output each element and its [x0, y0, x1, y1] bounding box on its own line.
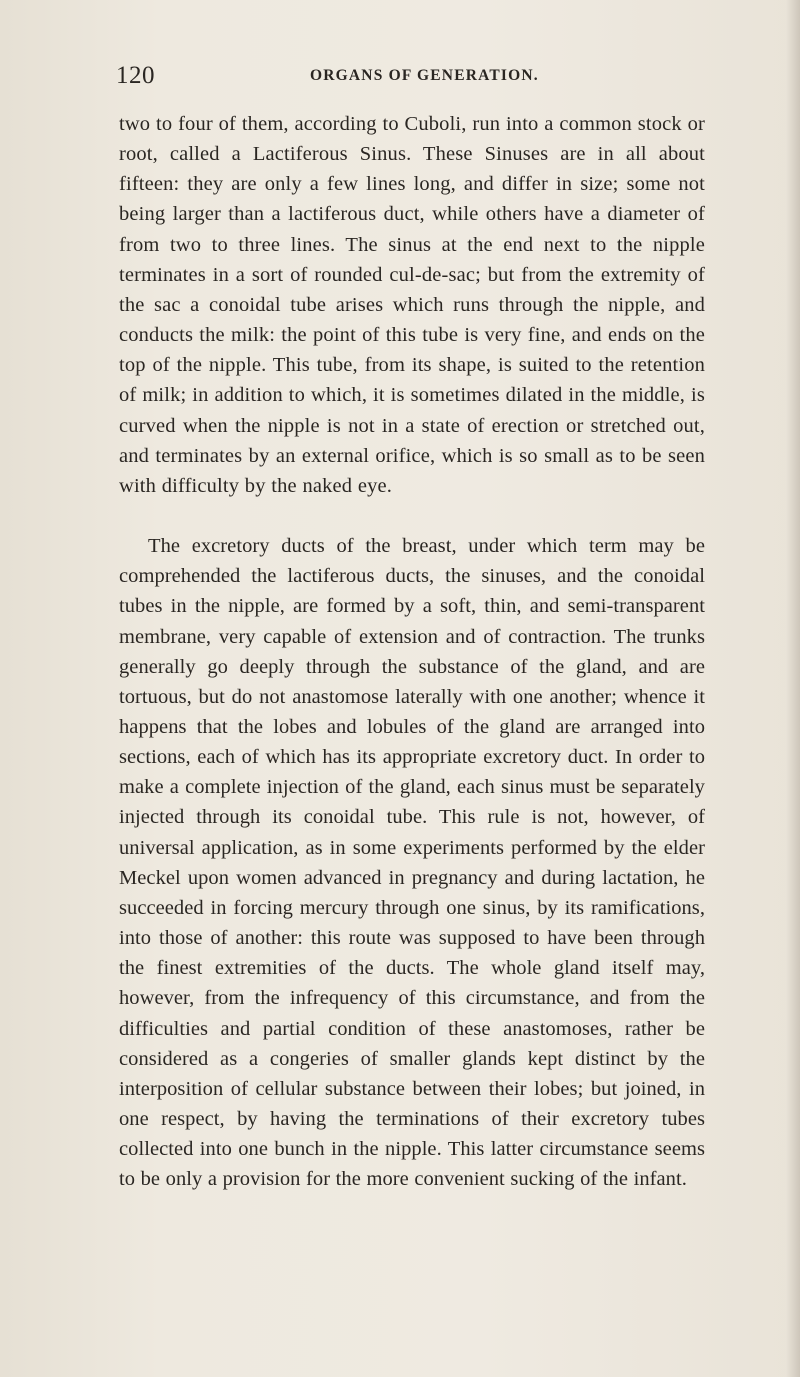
page-number: 120 — [116, 62, 155, 89]
page-edge-shadow — [786, 0, 800, 1377]
running-title: ORGANS OF GENERATION. — [310, 67, 539, 84]
body-text — [119, 109, 705, 1194]
page-header — [116, 62, 716, 92]
paragraph-2: The excretory ducts of the breast, under which term may be comprehended the lactiferous ducts, the sinuses, and the conoidal tubes in the nipple, are formed by a soft, thin, and semi-transparent membrane, very capable of extension and of contraction. The trunks generally go deeply through the substance of the gland, and are tortuous, but do not anastomose laterally with one another; whence it happens that the lobes and lobules of the gland are arranged into sections, each of which has its appropriate excretory duct. In order to make a complete injection of the gland, each sinus must be separately injected through its conoidal tube. This rule is not, however, of universal application, as in some experiments performed by the elder Meckel upon women advanced in pregnancy and during lactation, he succeeded in forcing mercury through one sinus, by its ramifications, into those of another: this route was supposed to have been through the finest extremities of the ducts. The whole gland itself may, however, from the infrequency of this circumstance, and from the difficulties and partial condition of these anastomoses, rather be considered as a congeries of smaller glands kept distinct by the interposition of cellular substance between their lobes; but joined, in one respect, by having the terminations of their excretory tubes collected into one bunch in the nipple. This latter circumstance seems to be only a provision for the more convenient sucking of the infant. — [119, 535, 705, 1191]
paragraph-1: two to four of them, according to Cuboli, run into a common stock or root, called a Lactiferous Sinus. These Sinuses are in all about fifteen: they are only a few lines long, and differ in size; some not being larger than a lactiferous duct, while others have a diameter of from two to three lines. The sinus at the end next to the nipple terminates in a sort of rounded cul-de-sac; but from the extremity of the sac a conoidal tube arises which runs through the nipple, and conducts the milk: the point of this tube is very fine, and ends on the top of the nipple. This tube, from its shape, is suited to the retention of milk; in addition to which, it is sometimes dilated in the middle, is curved when the nipple is not in a state of erection or stretched out, and terminates by an external orifice, which is so small as to be seen with difficulty by the naked eye. — [119, 113, 705, 497]
